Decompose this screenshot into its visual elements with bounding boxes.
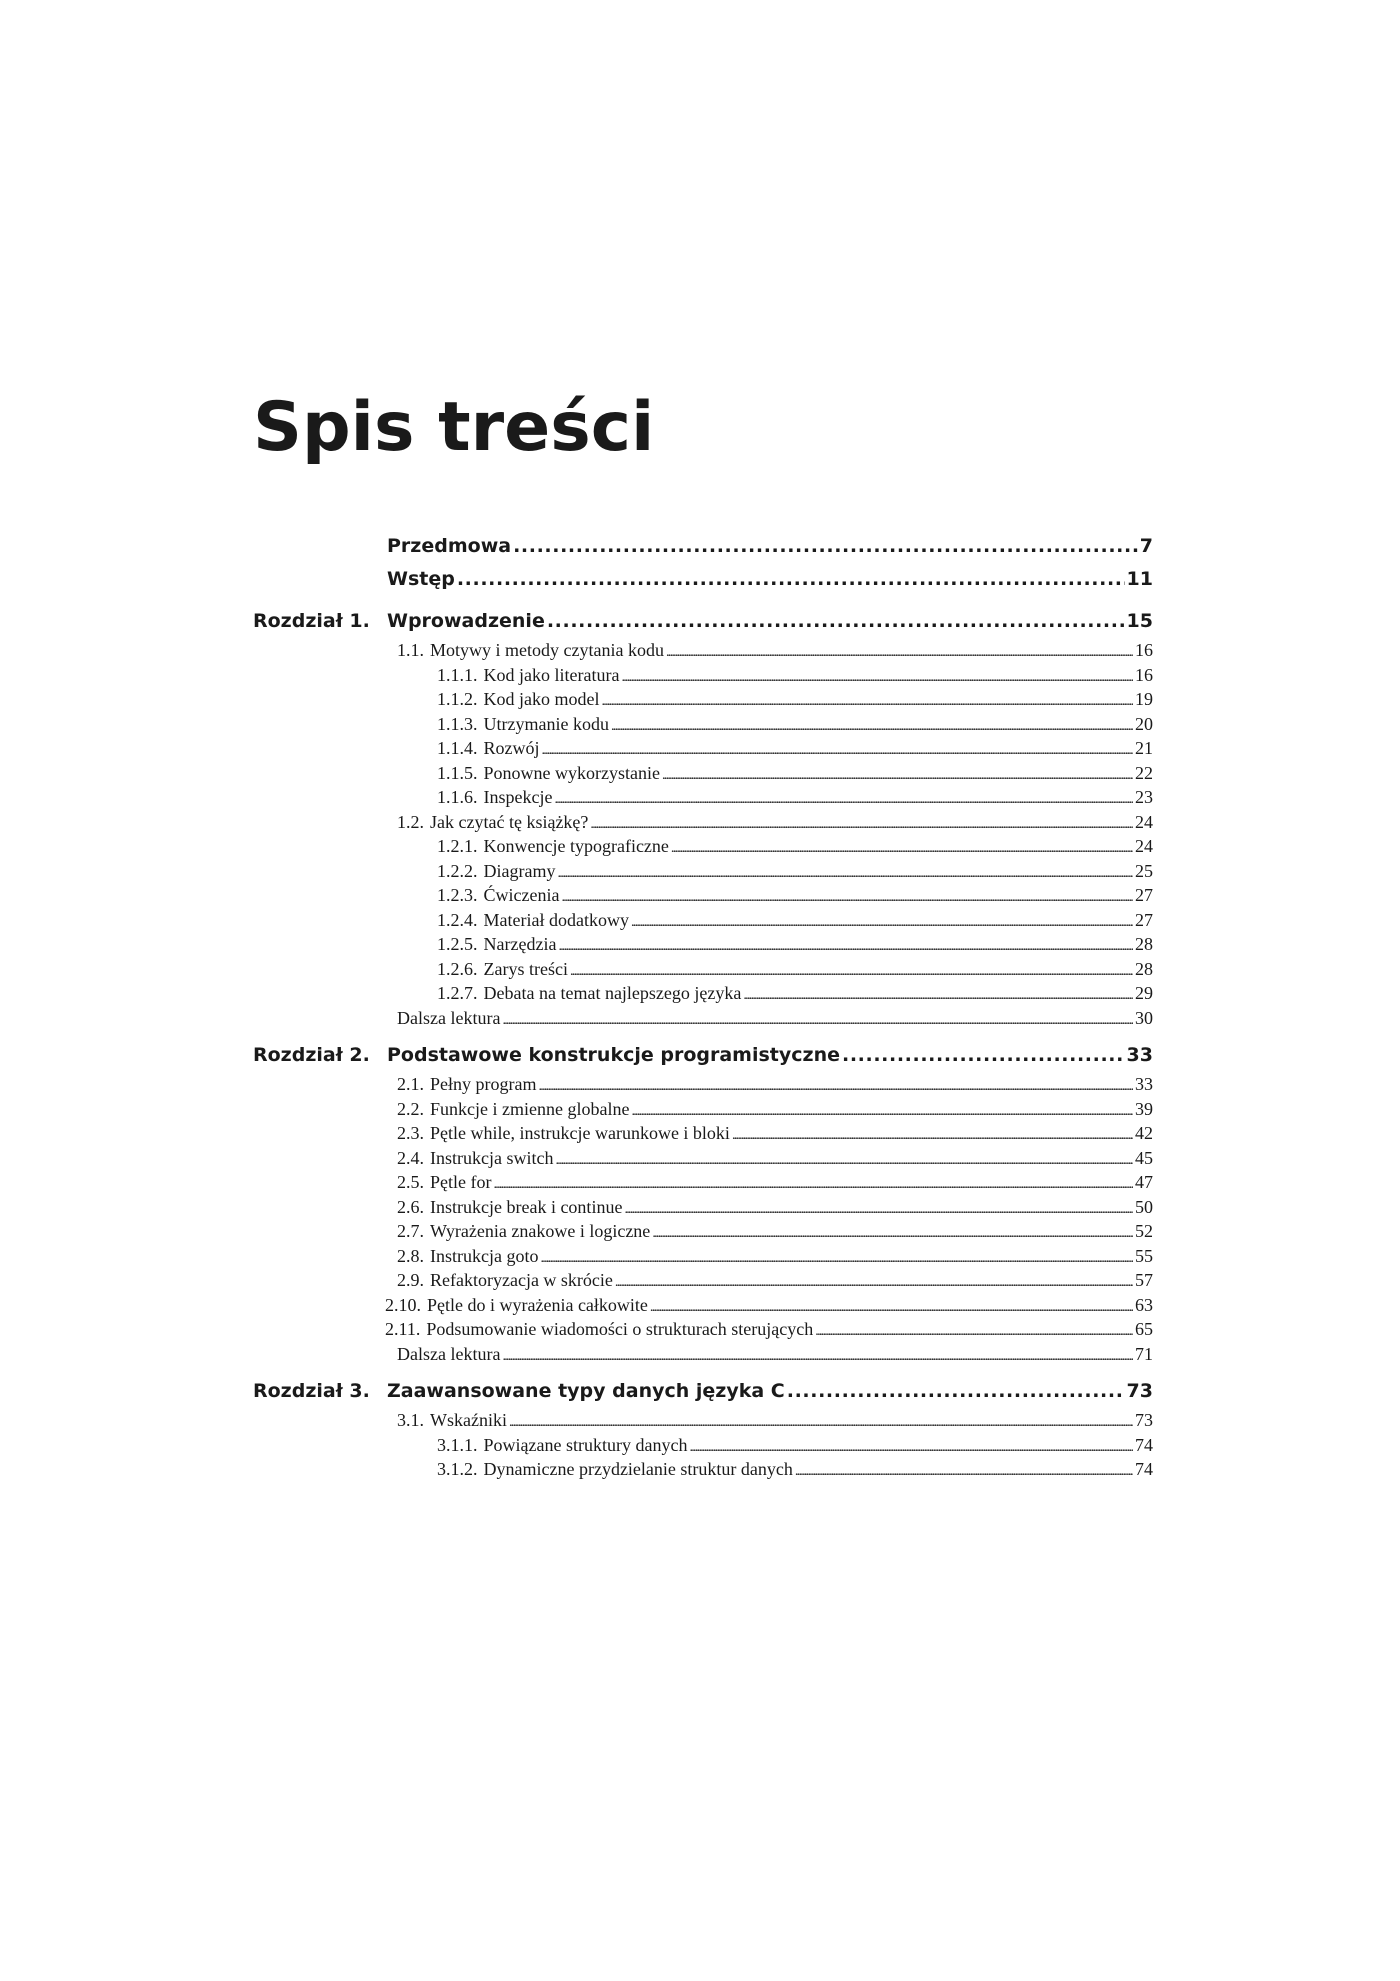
toc-section-entry[interactable]: [437, 883, 1153, 908]
section-number: 1.2.3.: [437, 885, 478, 905]
entry-title-text: Kod jako model: [483, 689, 600, 709]
section-number: 1.1.3.: [437, 713, 478, 734]
toc-section-entry[interactable]: [397, 1006, 1153, 1031]
entry-title: [397, 1219, 650, 1244]
toc-section-entry[interactable]: [397, 1121, 1153, 1146]
entry-title-text: Narzędzia: [483, 934, 557, 954]
entry-title: [397, 1268, 613, 1293]
page-number: 27: [1135, 909, 1153, 930]
entry-title: [437, 859, 555, 884]
toc-section-entry[interactable]: [437, 761, 1153, 786]
section-number: 2.11.: [385, 1319, 421, 1339]
dot-leader: [457, 563, 1125, 596]
page-number: 16: [1135, 640, 1153, 660]
dot-leader: [547, 605, 1125, 638]
chapter-label: Rozdział 3.: [253, 1380, 370, 1402]
toc-section-entry[interactable]: [397, 1170, 1153, 1195]
entry-title-text: Dalsza lektura: [397, 1007, 501, 1028]
toc-section-entry[interactable]: [397, 1195, 1153, 1220]
toc-section-entry[interactable]: [397, 1219, 1153, 1244]
toc-section-entry[interactable]: [385, 1293, 1153, 1318]
entry-title: [397, 1170, 491, 1195]
dot-leader: [502, 1345, 1133, 1370]
section-number: 1.2.2.: [437, 860, 478, 881]
entry-title-text: Wstęp: [387, 568, 455, 590]
entry-title-text: Inspekcje: [483, 787, 553, 807]
toc-section-entry[interactable]: [397, 1146, 1153, 1171]
page-number: 55: [1135, 1245, 1153, 1266]
section-number: 1.1.5.: [437, 762, 478, 783]
chapter-label: Rozdział 2.: [253, 1044, 370, 1066]
entry-title: [437, 957, 568, 982]
entry-title: [397, 1097, 629, 1122]
section-number: 1.2.5.: [437, 934, 478, 954]
section-number: 2.5.: [397, 1172, 424, 1192]
dot-leader: [513, 530, 1138, 563]
page-number: 73: [1126, 1380, 1153, 1402]
page-number: 28: [1135, 934, 1153, 954]
entry-title: [437, 932, 556, 957]
chapter-label: Rozdział 1.: [253, 610, 370, 632]
page-number: 50: [1135, 1196, 1153, 1217]
section-number: 1.2.6.: [437, 958, 478, 979]
entry-title: [437, 883, 559, 908]
page-number: 65: [1135, 1319, 1153, 1339]
entry-title: [387, 530, 511, 563]
entry-title: [397, 1072, 536, 1097]
toc-main-entry[interactable]: [387, 563, 1153, 596]
section-number: 1.1.4.: [437, 738, 478, 758]
section-number: 1.2.4.: [437, 909, 478, 930]
page-number: 74: [1135, 1459, 1153, 1479]
entry-title: [387, 1039, 840, 1072]
section-number: 1.1.6.: [437, 787, 478, 807]
toc-section-entry[interactable]: [437, 859, 1153, 884]
page-number: 11: [1126, 568, 1153, 590]
page-number: 33: [1135, 1074, 1153, 1094]
section-number: 1.1.1.: [437, 664, 478, 685]
toc-chapter-entry[interactable]: [253, 605, 1153, 638]
section-number: 3.1.2.: [437, 1459, 478, 1479]
page-number: 28: [1135, 958, 1153, 979]
page-number: 73: [1135, 1410, 1153, 1430]
entry-title: [397, 1146, 553, 1171]
entry-title: [397, 1408, 507, 1433]
section-number: 2.8.: [397, 1245, 424, 1266]
section-number: 2.9.: [397, 1270, 424, 1290]
section-number: 2.7.: [397, 1221, 424, 1241]
section-number: 1.2.: [397, 811, 424, 832]
entry-title: [397, 1006, 500, 1031]
dot-leader: [795, 1460, 1133, 1485]
entry-title-text: Ponowne wykorzystanie: [483, 762, 660, 783]
page-number: 57: [1135, 1270, 1153, 1290]
entry-title-text: Wyrażenia znakowe i logiczne: [430, 1221, 651, 1241]
entry-title: [437, 1457, 793, 1482]
entry-title: [385, 1293, 648, 1318]
entry-title-text: Podstawowe konstrukcje programistyczne: [387, 1044, 840, 1066]
entry-title: [437, 834, 669, 859]
table-of-contents: [253, 530, 1153, 1482]
section-number: 2.4.: [397, 1147, 424, 1168]
page-number: 24: [1135, 811, 1153, 832]
toc-section-entry[interactable]: [397, 1072, 1153, 1097]
entry-title-text: Instrukcje break i continue: [430, 1196, 623, 1217]
section-number: 2.2.: [397, 1098, 424, 1119]
toc-section-entry[interactable]: [437, 908, 1153, 933]
page-number: 71: [1135, 1343, 1153, 1364]
page-number: 24: [1135, 836, 1153, 856]
entry-title: [397, 1244, 538, 1269]
section-number: 2.1.: [397, 1074, 424, 1094]
page-number: 42: [1135, 1123, 1153, 1143]
page-number: 20: [1135, 713, 1153, 734]
entry-title: [387, 1375, 785, 1408]
toc-section-entry[interactable]: [437, 834, 1153, 859]
section-number: 3.1.: [397, 1410, 424, 1430]
entry-title: [437, 1433, 687, 1458]
page-number: 45: [1135, 1147, 1153, 1168]
entry-title-text: Dynamiczne przydzielanie struktur danych: [483, 1459, 793, 1479]
entry-title-text: Debata na temat najlepszego języka: [483, 983, 742, 1003]
entry-title-text: Jak czytać tę książkę?: [430, 811, 589, 832]
entry-title-text: Instrukcja switch: [430, 1147, 554, 1168]
entry-title: [397, 638, 664, 663]
page-number: 19: [1135, 689, 1153, 709]
entry-title: [437, 663, 619, 688]
entry-title-text: Powiązane struktury danych: [483, 1434, 688, 1455]
toc-chapter-entry[interactable]: [253, 1375, 1153, 1408]
toc-chapter-entry[interactable]: [253, 1039, 1153, 1072]
section-number: 3.1.1.: [437, 1434, 478, 1455]
entry-title: [437, 761, 660, 786]
entry-title: [437, 908, 629, 933]
page-number: 33: [1126, 1044, 1153, 1066]
entry-title-text: Funkcje i zmienne globalne: [430, 1098, 630, 1119]
entry-title: [397, 1195, 622, 1220]
toc-section-entry[interactable]: [397, 1342, 1153, 1367]
entry-title-text: Rozwój: [483, 738, 540, 758]
page-number: 21: [1135, 738, 1153, 758]
entry-title-text: Pętle while, instrukcje warunkowe i bloki: [430, 1123, 730, 1143]
dot-leader: [842, 1039, 1125, 1072]
entry-title: [437, 712, 609, 737]
entry-title-text: Pętle for: [430, 1172, 492, 1192]
dot-leader: [502, 1009, 1133, 1034]
entry-title-text: Motywy i metody czytania kodu: [430, 640, 664, 660]
page-number: 15: [1126, 610, 1153, 632]
entry-title: [387, 563, 455, 596]
entry-title-text: Ćwiczenia: [483, 885, 560, 905]
toc-section-entry[interactable]: [437, 712, 1153, 737]
page-number: 23: [1135, 787, 1153, 807]
toc-section-entry[interactable]: [385, 1317, 1153, 1342]
toc-section-entry[interactable]: [437, 1457, 1153, 1482]
entry-title: [437, 785, 552, 810]
entry-title: [397, 1121, 730, 1146]
entry-title: [437, 736, 540, 761]
entry-title: [397, 810, 588, 835]
dot-leader: [787, 1375, 1125, 1408]
entry-title-text: Diagramy: [483, 860, 556, 881]
entry-title-text: Utrzymanie kodu: [483, 713, 609, 734]
section-number: 2.6.: [397, 1196, 424, 1217]
page-number: 39: [1135, 1098, 1153, 1119]
entry-title: [387, 605, 545, 638]
entry-title: [397, 1342, 500, 1367]
toc-section-entry[interactable]: [397, 1097, 1153, 1122]
page-number: 22: [1135, 762, 1153, 783]
page-number: 7: [1139, 535, 1153, 557]
entry-title-text: Refaktoryzacja w skrócie: [430, 1270, 613, 1290]
entry-title: [385, 1317, 813, 1342]
entry-title: [437, 687, 599, 712]
page-number: 16: [1135, 664, 1153, 685]
page-number: 29: [1135, 983, 1153, 1003]
section-number: 1.2.1.: [437, 836, 478, 856]
toc-section-entry[interactable]: [437, 1433, 1153, 1458]
entry-title-text: Konwencje typograficzne: [483, 836, 669, 856]
entry-title-text: Wskaźniki: [430, 1410, 507, 1430]
page-number: 52: [1135, 1221, 1153, 1241]
toc-main-entry[interactable]: [387, 530, 1153, 563]
page-number: 63: [1135, 1294, 1153, 1315]
toc-section-entry[interactable]: [397, 810, 1153, 835]
page-number: 47: [1135, 1172, 1153, 1192]
toc-section-entry[interactable]: [437, 785, 1153, 810]
toc-section-entry[interactable]: [397, 1244, 1153, 1269]
entry-title-text: Wprowadzenie: [387, 610, 545, 632]
toc-section-entry[interactable]: [437, 663, 1153, 688]
entry-title-text: Pełny program: [430, 1074, 537, 1094]
section-number: 1.1.2.: [437, 689, 478, 709]
entry-title-text: Instrukcja goto: [430, 1245, 539, 1266]
entry-title-text: Podsumowanie wiadomości o strukturach sterujących: [426, 1319, 814, 1339]
toc-section-entry[interactable]: [437, 687, 1153, 712]
toc-section-entry[interactable]: [437, 736, 1153, 761]
page-title: Spis treści: [253, 388, 655, 467]
entry-title-text: Materiał dodatkowy: [483, 909, 629, 930]
page-number: 74: [1135, 1434, 1153, 1455]
entry-title-text: Pętle do i wyrażenia całkowite: [427, 1294, 648, 1315]
page-number: 27: [1135, 885, 1153, 905]
entry-title-text: Kod jako literatura: [483, 664, 620, 685]
toc-section-entry[interactable]: [397, 1408, 1153, 1433]
entry-title: [437, 981, 741, 1006]
toc-section-entry[interactable]: [397, 1268, 1153, 1293]
entry-title-text: Przedmowa: [387, 535, 512, 557]
page-number: 25: [1135, 860, 1153, 881]
section-number: 1.2.7.: [437, 983, 478, 1003]
toc-section-entry[interactable]: [437, 932, 1153, 957]
toc-section-entry[interactable]: [437, 981, 1153, 1006]
entry-title-text: Dalsza lektura: [397, 1343, 501, 1364]
section-number: 2.10.: [385, 1294, 421, 1315]
section-number: 1.1.: [397, 640, 424, 660]
page-number: 30: [1135, 1007, 1153, 1028]
section-number: 2.3.: [397, 1123, 424, 1143]
entry-title-text: Zaawansowane typy danych języka C: [387, 1380, 785, 1402]
toc-section-entry[interactable]: [437, 957, 1153, 982]
toc-section-entry[interactable]: [397, 638, 1153, 663]
entry-title-text: Zarys treści: [483, 958, 568, 979]
